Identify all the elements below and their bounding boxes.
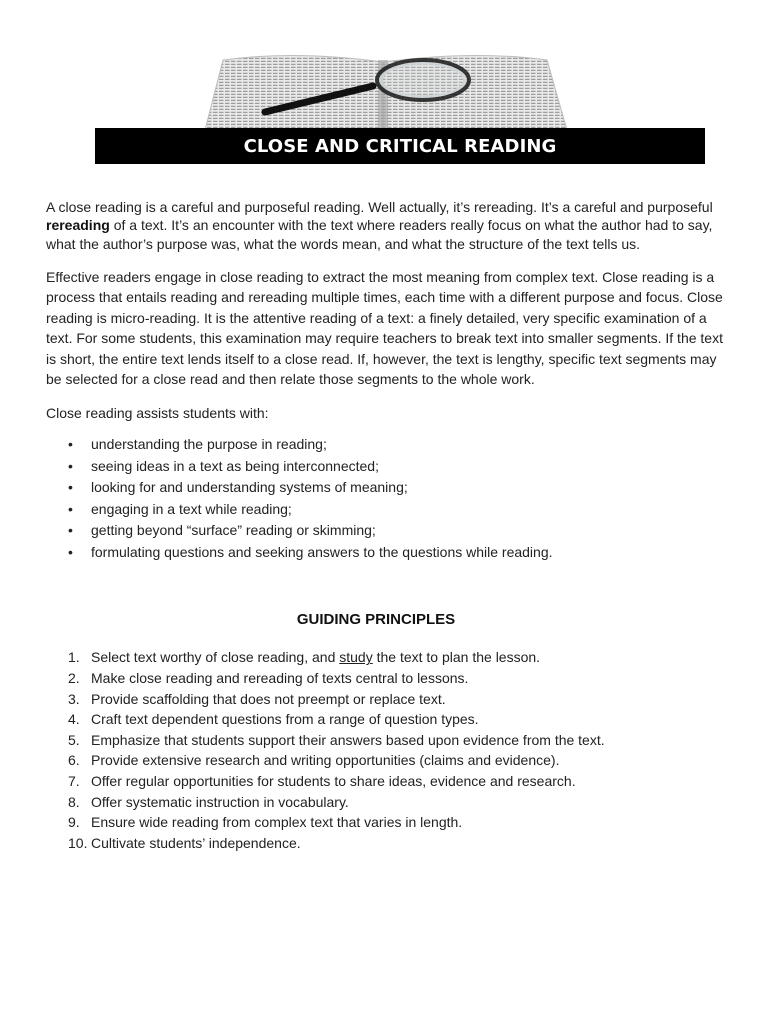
list-item-text: Provide scaffolding that does not preempt or replace text. [91, 690, 446, 707]
list-item-text: Cultivate students’ independence. [91, 834, 301, 851]
list-item-text: understanding the purpose in reading; [91, 436, 327, 453]
book-with-magnifying-glass-icon [195, 48, 575, 130]
intro-p1-text-start: A close reading is a careful and purposeful reading. Well actually, it’s rereading. It’s a careful and purposeful [46, 199, 713, 215]
intro-p1-bold-word: rereading [46, 217, 110, 234]
bullet-icon: • [68, 436, 73, 453]
bullet-icon: • [68, 543, 73, 560]
list-item-text: the text to plan the lesson. [372, 649, 541, 666]
list-number: 7. [68, 773, 80, 790]
list-item [46, 689, 726, 710]
intro-paragraph-3: Close reading assists students with: [46, 404, 269, 421]
list-item-text: Ensure wide reading from complex text that varies in length. [91, 814, 463, 831]
list-item [46, 771, 726, 792]
list-item-text: engaging in a text while reading; [91, 500, 292, 517]
header-image [195, 48, 575, 130]
list-item [46, 434, 726, 456]
list-item-text: Provide extensive research and writing opportunities (claims and evidence). [91, 752, 560, 769]
list-item [46, 833, 726, 854]
list-number: 2. [68, 670, 80, 687]
underlined-word: study [339, 649, 373, 666]
list-item-text: seeing ideas in a text as being interconnected; [91, 457, 379, 474]
intro-paragraph-1 [46, 198, 726, 253]
list-number: 4. [68, 711, 80, 728]
document-body [46, 198, 726, 853]
bullet-icon: • [68, 479, 73, 496]
list-item-text: getting beyond “surface” reading or skimming; [91, 522, 376, 539]
list-item [46, 709, 726, 730]
benefits-list [46, 434, 726, 563]
list-item [46, 730, 726, 751]
list-item [46, 477, 726, 499]
list-item-text: Offer systematic instruction in vocabulary. [91, 793, 349, 810]
bullet-icon: • [68, 500, 73, 517]
intro-paragraph-2: Effective readers engage in close reading to extract the most meaning from complex text. Close reading is a process that entails reading and rereading multiple times, each time with a different purpose and focus. Close reading is micro-reading. It is the attentive reading of a text: a finely detailed, very specific examination of a text. For some students, this examination may require teachers to break text into smaller segments. If the text is short, the entire text lends itself to a close read. If, however, the text is lengthy, specific text segments may be selected for a close read and then relate those segments to the whole work. [46, 268, 723, 388]
list-number: 9. [68, 814, 80, 831]
list-number: 3. [68, 690, 80, 707]
list-item [46, 812, 726, 833]
list-item [46, 499, 726, 521]
section-heading: GUIDING PRINCIPLES [296, 611, 456, 629]
list-number: 10. [68, 834, 88, 851]
list-item-text: Emphasize that students support their answers based upon evidence from the text. [91, 731, 605, 748]
list-item [46, 668, 726, 689]
page-title: CLOSE AND CRITICAL READING [95, 128, 705, 164]
list-item [46, 456, 726, 478]
list-item-text: Select text worthy of close reading, and [91, 649, 340, 666]
list-number: 6. [68, 752, 80, 769]
list-item-text: Craft text dependent questions from a range of question types. [91, 711, 479, 728]
list-item [46, 520, 726, 542]
list-item [46, 647, 726, 668]
bullet-icon: • [68, 457, 73, 474]
list-number: 1. [68, 649, 80, 666]
list-item [46, 750, 726, 771]
principles-list [46, 647, 726, 853]
list-item-text: looking for and understanding systems of meaning; [91, 479, 408, 496]
list-number: 5. [68, 731, 80, 748]
list-item [46, 542, 726, 564]
list-number: 8. [68, 793, 80, 810]
bullet-icon: • [68, 522, 73, 539]
list-item-text: Make close reading and rereading of texts central to lessons. [91, 670, 469, 687]
list-item [46, 792, 726, 813]
list-item-text: Offer regular opportunities for students to share ideas, evidence and research. [91, 773, 576, 790]
intro-p1-text-end: of a text. It’s an encounter with the text where readers really focus on what the author had to say, what the author’s purpose was, what the words mean, and what the structure of the text tells us. [46, 217, 713, 252]
list-item-text: formulating questions and seeking answers to the questions while reading. [91, 543, 553, 560]
